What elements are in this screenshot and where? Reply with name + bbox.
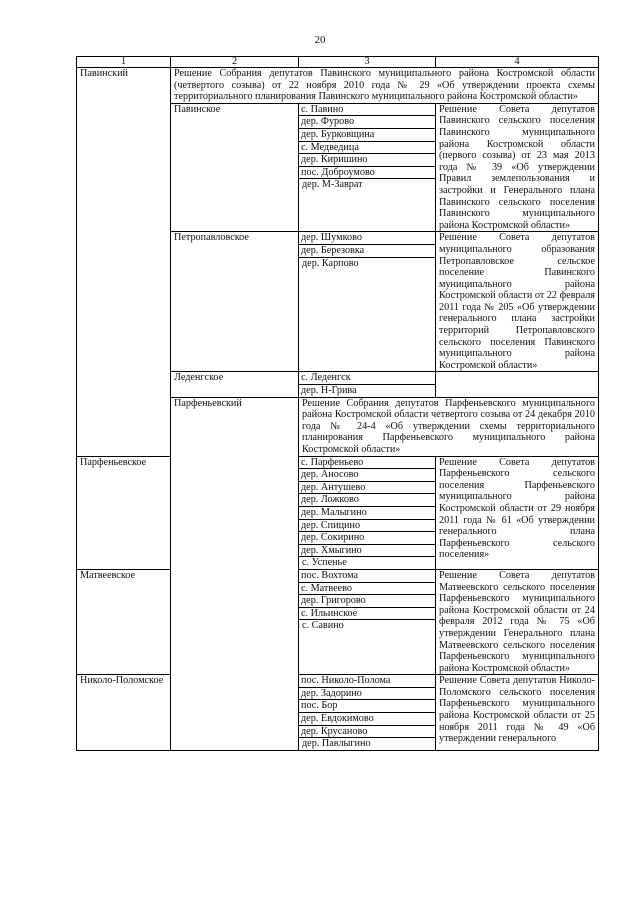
place-name: с. Павино: [299, 103, 436, 116]
settlement-name: Парфеньевское: [77, 456, 171, 569]
place-name: дер. Спицино: [299, 519, 436, 532]
place-name: дер. М-Заврат: [299, 179, 436, 232]
district-scheme-decision: Решение Собрания депутатов Парфеньевского муниципального района Костромской области четвертого созыва от 24 декабря 2010 года № 24-4 «Об утверждении схемы территориального планирования Парфеньевского муниципального района Костромской области»: [299, 397, 599, 456]
col-header-3: 3: [299, 57, 436, 68]
col-header-2: 2: [171, 57, 299, 68]
place-name: дер. Киришино: [299, 154, 436, 167]
place-name: пос. Бор: [299, 700, 436, 713]
settlements-table: [76, 56, 599, 751]
place-name: дер. Хмыгино: [299, 544, 436, 557]
district-row: [77, 68, 599, 104]
settlement-name: Петропавловское: [171, 232, 299, 372]
place-name: дер. Крусаново: [299, 725, 436, 738]
place-name: дер. Карпово: [299, 257, 436, 372]
settlement-name: Матвеевское: [77, 569, 171, 674]
settlement-decision: Решение Совета депутатов муниципального образования Петропавловское сельское поселение Павинского муниципального района Костромской области от 22 февраля 2011 года № 205 «Об утверждении генерального плана застройки территорий Петропавловского сельского поселения Павинского муниципального района Костромской области»: [436, 232, 599, 372]
place-name: с. Медведица: [299, 141, 436, 154]
settlement-name: Леденгское: [171, 372, 299, 397]
settlement-decision: Решение Совета депутатов Матвеевского сельского поселения Парфеньевского муниципального района Костромской области от 24 февраля 2012 года № 75 «Об утверждении Генерального плана Матвеевского сельского поселения Парфеньевского муниципального района Костромской области»: [436, 569, 599, 674]
settlement-decision: Решение Совета депутатов Парфеньевского сельского поселения Парфеньевского муниципального района Костромской области от 29 ноября 2011 года № 61 «Об утверждении генерального плана Парфеньевского сельского поселения»: [436, 456, 599, 569]
place-name: дер. Задорино: [299, 687, 436, 700]
place-name: с. Леденгск: [299, 372, 436, 385]
district-scheme-decision: Решение Собрания депутатов Павинского муниципального района Костромской области (четвертого созыва) от 22 ноября 2010 года № 29 «Об утверждении проекта схемы территориального планирования Павинского муниципального района Костромской области»: [171, 68, 599, 104]
place-name: пос. Доброумово: [299, 166, 436, 179]
place-name: дер. Григорово: [299, 595, 436, 608]
place-name: дер. Фурово: [299, 116, 436, 129]
place-name: с. Парфеньево: [299, 456, 436, 469]
place-name: дер. Ложково: [299, 494, 436, 507]
page-number: 20: [314, 34, 326, 46]
place-name: дер. Павлыгино: [299, 738, 436, 751]
place-name: дер. Евдокимово: [299, 713, 436, 726]
district-name: Павинский: [77, 68, 171, 457]
table-row: [77, 675, 599, 688]
place-name: с. Матвеево: [299, 582, 436, 595]
place-name: дер. Березовка: [299, 244, 436, 257]
place-name: пос. Николо-Полома: [299, 675, 436, 688]
col-header-1: 1: [77, 57, 171, 68]
settlement-decision: Решение Совета депутатов Павинского сельского поселения Павинского муниципального района Костромской области (первого созыва) от 23 мая 2013 года № 39 «Об утверждении Правил землепользования и застройки и Генерального плана Павинского сельского поселения Павинского муниципального района Костромской области»: [436, 103, 599, 232]
place-name: с. Ильинское: [299, 607, 436, 620]
col-header-4: 4: [436, 57, 599, 68]
place-name: пос. Вохтома: [299, 569, 436, 582]
district-name: Парфеньевский: [171, 397, 299, 750]
table-row: [77, 456, 599, 469]
place-name: дер. Аносово: [299, 469, 436, 482]
place-name: дер. Бурковщина: [299, 128, 436, 141]
place-name: дер. Сокирино: [299, 532, 436, 545]
place-name: с. Успенье: [299, 557, 436, 570]
settlement-name: Павинское: [171, 103, 299, 232]
place-name: дер. Н-Грива: [299, 385, 436, 398]
place-name: дер. Антушево: [299, 481, 436, 494]
settlement-decision: Решение Совета депутатов Николо-Поломского сельского поселения Парфеньевского муниципального района Костромской области от 25 ноября 2011 года № 49 «Об утверждении генерального: [436, 675, 599, 751]
table-row: [77, 569, 599, 582]
place-name: дер. Шумково: [299, 232, 436, 245]
place-name: с. Савино: [299, 620, 436, 675]
settlement-name: Николо-Поломское: [77, 675, 171, 751]
place-name: дер. Малыгино: [299, 506, 436, 519]
header-row: [77, 57, 599, 68]
settlement-decision: [436, 372, 599, 397]
